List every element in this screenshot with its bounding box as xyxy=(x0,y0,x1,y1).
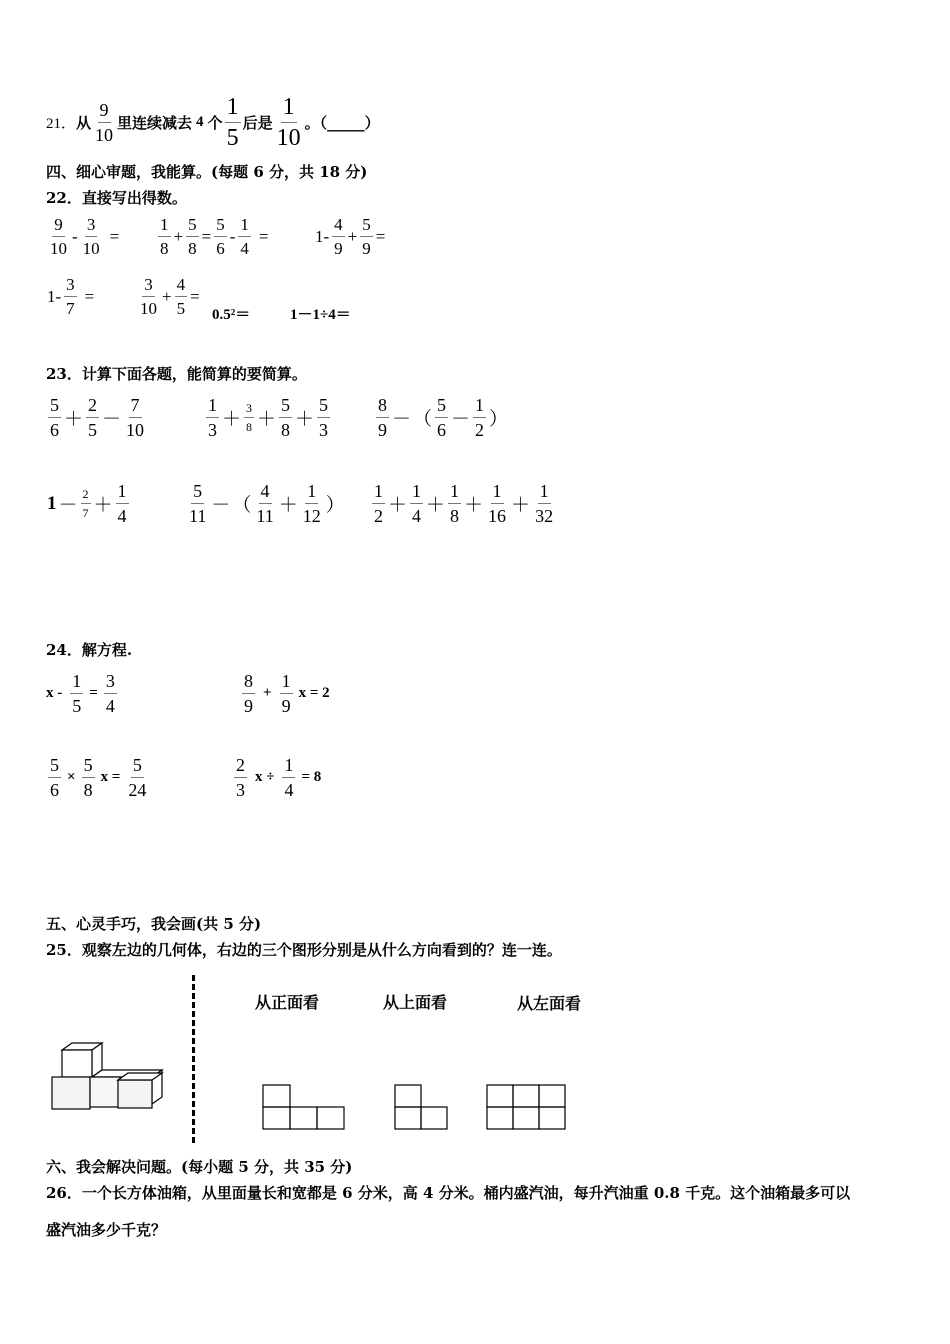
fraction: $\frac{2}{5}$ xyxy=(88,395,98,440)
fraction: $\frac{5}{24}$ xyxy=(128,755,147,800)
count: 4 xyxy=(196,113,204,130)
fraction: $\frac{9}{10}$ xyxy=(95,99,114,145)
fraction: $\frac{5}{3}$ xyxy=(319,395,329,440)
text: 从 xyxy=(76,113,92,132)
question-22-title: 22．直接写出得数。 xyxy=(46,189,187,207)
fraction: $\frac{1}{2}$ xyxy=(374,481,383,526)
q23-expr-6: $\frac{1}{2}$ ＋ $\frac{1}{4}$ ＋ $\frac{1}{8}$ ＋ $\frac{1}{16}$ ＋ $\frac{1}{32}$ xyxy=(374,481,554,526)
text: 个 xyxy=(207,113,223,132)
fraction: $\frac{5}{6}$ xyxy=(216,215,225,258)
q24-equation-4: $\frac{2}{3}$ x ÷ $\frac{1}{4}$ = 8 xyxy=(236,755,322,800)
question-21 xyxy=(46,93,380,151)
fraction: $\frac{3}{7}$ xyxy=(66,275,75,318)
fraction: $\frac{5}{11}$ xyxy=(189,481,207,526)
fraction: $\frac{1}{8}$ xyxy=(160,215,169,258)
fraction: $\frac{3}{4}$ xyxy=(105,671,115,716)
fraction: $\frac{1}{12}$ xyxy=(302,481,321,526)
fraction: $\frac{1}{10}$ xyxy=(276,93,301,151)
text: 里连续减去 xyxy=(117,113,193,132)
view-label-front: 从正面看 xyxy=(255,993,320,1012)
view-label-left: 从左面看 xyxy=(517,994,582,1013)
fraction: $\frac{4}{11}$ xyxy=(256,481,274,526)
fraction: $\frac{5}{6}$ xyxy=(437,395,447,440)
q23-expr-2: $\frac{1}{3}$ ＋ $\frac{3}{8}$ ＋ $\frac{5}{8}$ ＋ $\frac{5}{3}$ xyxy=(208,395,329,440)
fraction: $\frac{5}{9}$ xyxy=(362,215,371,258)
section-title: 六、我会解决问题。(每小题 5 分，共 35 分) xyxy=(46,1158,353,1176)
section-title: 五、心灵手巧，我会画(共 5 分) xyxy=(46,915,262,933)
q24-equation-1: x - $\frac{1}{5}$ = $\frac{3}{4}$ xyxy=(46,671,115,716)
fraction: $\frac{8}{9}$ xyxy=(244,671,253,716)
fraction: $\frac{1}{2}$ xyxy=(475,395,485,440)
fraction: $\frac{1}{9}$ xyxy=(281,671,291,716)
fraction: $\frac{1}{4}$ xyxy=(284,755,294,800)
fraction: $\frac{5}{6}$ xyxy=(50,395,59,440)
q22-expr-3: 1- $\frac{4}{9}$ + $\frac{5}{9}$ = xyxy=(315,215,386,258)
q22-expr-6: 0.5²＝ xyxy=(212,307,251,323)
fraction: $\frac{1}{8}$ xyxy=(450,481,460,526)
question-25-title: 25．观察左边的几何体，右边的三个图形分别是从什么方向看到的？连一连。 xyxy=(46,941,562,959)
fraction: $\frac{4}{9}$ xyxy=(334,215,343,258)
fraction: $\frac{7}{10}$ xyxy=(126,395,145,440)
view-shape-1 xyxy=(262,1084,346,1130)
fraction: $\frac{1}{4}$ xyxy=(412,481,422,526)
fraction: $\frac{5}{6}$ xyxy=(50,755,59,800)
q23-expr-1: $\frac{5}{6}$ ＋ $\frac{2}{5}$ － $\frac{7}{10}$ xyxy=(50,395,145,440)
fraction: $\frac{5}{8}$ xyxy=(83,755,93,800)
question-26-line-2: 盛汽油多少千克？ xyxy=(46,1221,167,1239)
divider xyxy=(192,975,195,1143)
fraction: $\frac{2}{7}$ xyxy=(82,487,89,520)
fraction: $\frac{1}{5}$ xyxy=(226,93,239,151)
fraction: $\frac{3}{10}$ xyxy=(82,215,100,258)
section-title: 四、细心审题，我能算。(每题 6 分，共 18 分) xyxy=(46,163,368,181)
q22-expr-5: $\frac{3}{10}$ + $\frac{4}{5}$ = xyxy=(140,275,200,318)
q22-expr-4: 1- $\frac{3}{7}$ = xyxy=(47,275,95,318)
view-shape-3 xyxy=(486,1084,568,1130)
fraction: $\frac{1}{4}$ xyxy=(240,215,249,258)
fraction: $\frac{1}{16}$ xyxy=(488,481,507,526)
fraction: $\frac{4}{5}$ xyxy=(176,275,186,318)
question-23-title: 23．计算下面各题，能简算的要简算。 xyxy=(46,365,307,383)
fraction: $\frac{1}{3}$ xyxy=(208,395,217,440)
cube-solid-figure xyxy=(48,1040,170,1115)
view-label-top: 从上面看 xyxy=(383,993,448,1012)
question-number: 21． xyxy=(46,115,77,132)
q23-expr-4: 1 － $\frac{2}{7}$ ＋ $\frac{1}{4}$ xyxy=(47,481,127,526)
q24-equation-3: $\frac{5}{6}$ × $\frac{5}{8}$ x = $\frac{5}{24}$ xyxy=(50,755,147,800)
fraction: $\frac{1}{5}$ xyxy=(72,671,82,716)
fraction: $\frac{9}{10}$ xyxy=(50,215,67,258)
q23-expr-3: $\frac{8}{9}$ － （ $\frac{5}{6}$ － $\frac{1}{2}$ ） xyxy=(378,395,509,440)
text: 后是 xyxy=(242,113,273,132)
q22-expr-2: $\frac{1}{8}$ + $\frac{5}{8}$ = $\frac{5}{6}$ - $\frac{1}{4}$ = xyxy=(160,215,269,258)
fraction: $\frac{1}{32}$ xyxy=(535,481,554,526)
fraction: $\frac{2}{3}$ xyxy=(236,755,245,800)
fraction: $\frac{3}{8}$ xyxy=(246,401,253,434)
fraction: $\frac{8}{9}$ xyxy=(378,395,387,440)
fraction: $\frac{5}{8}$ xyxy=(188,215,197,258)
fraction: $\frac{3}{10}$ xyxy=(140,275,157,318)
view-shape-2 xyxy=(394,1084,450,1130)
q24-equation-2: $\frac{8}{9}$ + $\frac{1}{9}$ x = 2 xyxy=(244,671,330,716)
question-24-title: 24．解方程. xyxy=(46,641,133,659)
fraction: $\frac{5}{8}$ xyxy=(281,395,291,440)
question-26-line-1: 26．一个长方体油箱，从里面量长和宽都是 6 分米，高 4 分米。桶内盛汽油，每升汽油重 0.8 千克。这个油箱最多可以 xyxy=(46,1184,851,1202)
fraction: $\frac{1}{4}$ xyxy=(117,481,127,526)
q22-expr-1: $\frac{9}{10}$ - $\frac{3}{10}$ = xyxy=(50,215,120,258)
answer-blank[interactable]: 。（_____） xyxy=(304,113,380,132)
q22-expr-7: 1－1÷4＝ xyxy=(290,307,351,323)
q23-expr-5: $\frac{5}{11}$ － （ $\frac{4}{11}$ ＋ $\frac{1}{12}$ ） xyxy=(189,481,345,526)
